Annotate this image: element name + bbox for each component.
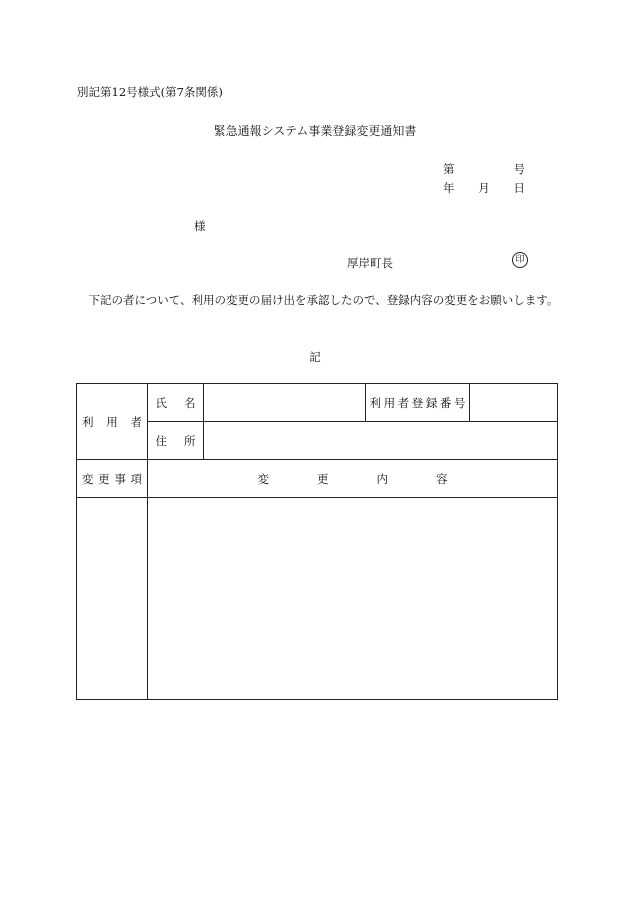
- reg-no-label: 利用者登録番号: [369, 395, 466, 410]
- name-field[interactable]: [204, 384, 366, 422]
- reg-no-label-cell: [366, 384, 470, 422]
- name-label-cell: [148, 384, 204, 422]
- document-number-line: [443, 161, 525, 177]
- date-day: 日: [513, 181, 525, 195]
- change-content-label: 変更内容: [257, 471, 448, 486]
- reg-no-field[interactable]: [470, 384, 558, 422]
- issuer-name: 厚岸町長: [347, 256, 393, 270]
- change-content-field[interactable]: [148, 498, 558, 700]
- address-label: 住所: [155, 433, 196, 448]
- document-title: 緊急通報システム事業登録変更通知書: [213, 124, 417, 138]
- user-label: 利用者: [82, 414, 142, 429]
- registration-change-table: [76, 383, 558, 700]
- date-month: 月: [478, 181, 490, 195]
- address-label-cell: [148, 422, 204, 460]
- form-number-label: 別記第12号様式(第7条関係): [77, 85, 223, 99]
- change-item-field[interactable]: [77, 498, 148, 700]
- seal-mark: 印: [512, 252, 528, 268]
- date-line: [443, 180, 525, 196]
- addressee-suffix: 様: [194, 219, 206, 233]
- number-prefix: 第: [443, 162, 455, 176]
- number-suffix: 号: [513, 162, 525, 176]
- ki-heading: 記: [309, 350, 321, 364]
- change-content-label-cell: [148, 460, 558, 498]
- change-item-label: 変更事項: [82, 471, 142, 486]
- change-item-label-cell: [77, 460, 148, 498]
- address-field[interactable]: [204, 422, 558, 460]
- body-paragraph: 下記の者について、利用の変更の届け出を承認したので、登録内容の変更をお願いします。: [88, 293, 559, 307]
- name-label: 氏名: [155, 395, 196, 410]
- user-label-cell: [77, 384, 148, 460]
- date-year: 年: [443, 181, 455, 195]
